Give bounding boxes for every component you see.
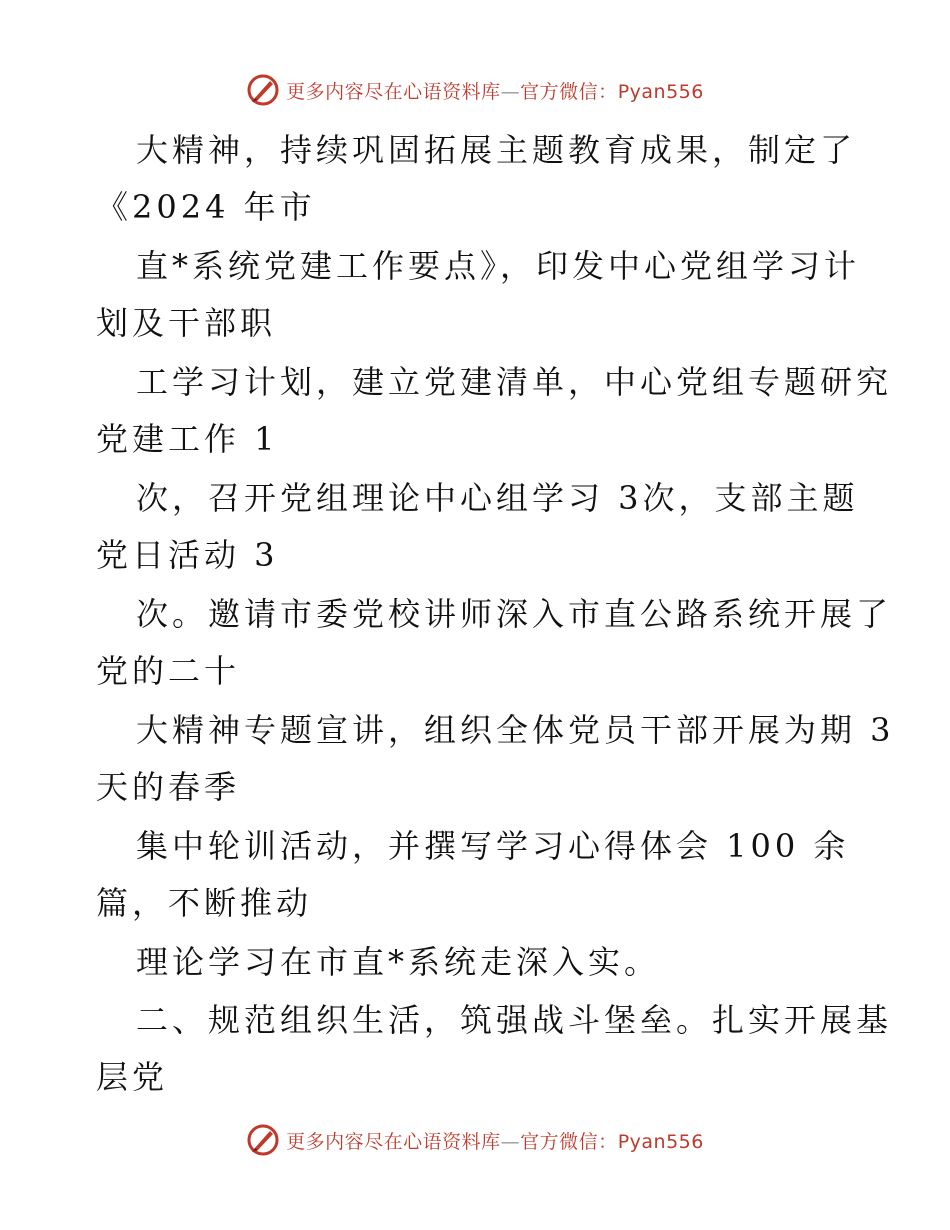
body-line: 次。邀请市委党校讲师深入市直公路系统开展了 — [136, 595, 893, 633]
quill-pen-logo-icon — [246, 1123, 280, 1157]
body-line: 层党 — [96, 1058, 169, 1096]
body-line: 二、规范组织生活，筑强战斗堡垒。扎实开展基 — [136, 1001, 893, 1039]
body-line: 篇，不断推动 — [96, 884, 313, 922]
body-line: 大精神，持续巩固拓展主题教育成果，制定了 — [136, 131, 857, 169]
body-line: 党的二十 — [96, 652, 241, 690]
banner-wechat-label: 官方微信： — [520, 1130, 618, 1153]
banner-dash: — — [500, 80, 521, 103]
quill-pen-logo-icon — [246, 73, 280, 107]
banner-dash: — — [500, 1130, 521, 1153]
body-line: 大精神专题宣讲，组织全体党员干部开展为期 3 — [136, 711, 895, 749]
body-line: 《2024 年市 — [96, 188, 316, 226]
body-line: 天的春季 — [96, 768, 241, 806]
body-line: 直*系统党建工作要点》，印发中心党组学习计 — [136, 247, 861, 285]
banner-wechat-label: 官方微信： — [520, 80, 618, 103]
footer-banner — [0, 1120, 950, 1160]
banner-wechat-id: Pyan556 — [617, 1130, 704, 1153]
body-line: 理论学习在市直*系统走深入实。 — [136, 943, 661, 981]
body-line: 党建工作 1 — [96, 420, 279, 458]
banner-text — [286, 77, 704, 104]
body-line: 工学习计划，建立党建清单，中心党组专题研究 — [136, 363, 893, 401]
body-line: 划及干部职 — [96, 304, 277, 342]
banner-text — [286, 1127, 704, 1154]
body-line: 集中轮训活动，并撰写学习心得体会 100 余 — [136, 827, 850, 865]
header-banner — [0, 70, 950, 110]
body-line: 次，召开党组理论中心组学习 3次，支部主题 — [136, 479, 859, 517]
body-line: 党日活动 3 — [96, 536, 279, 574]
banner-site-name: 更多内容尽在心语资料库 — [286, 80, 501, 103]
banner-site-name: 更多内容尽在心语资料库 — [286, 1130, 501, 1153]
banner-wechat-id: Pyan556 — [617, 80, 704, 103]
